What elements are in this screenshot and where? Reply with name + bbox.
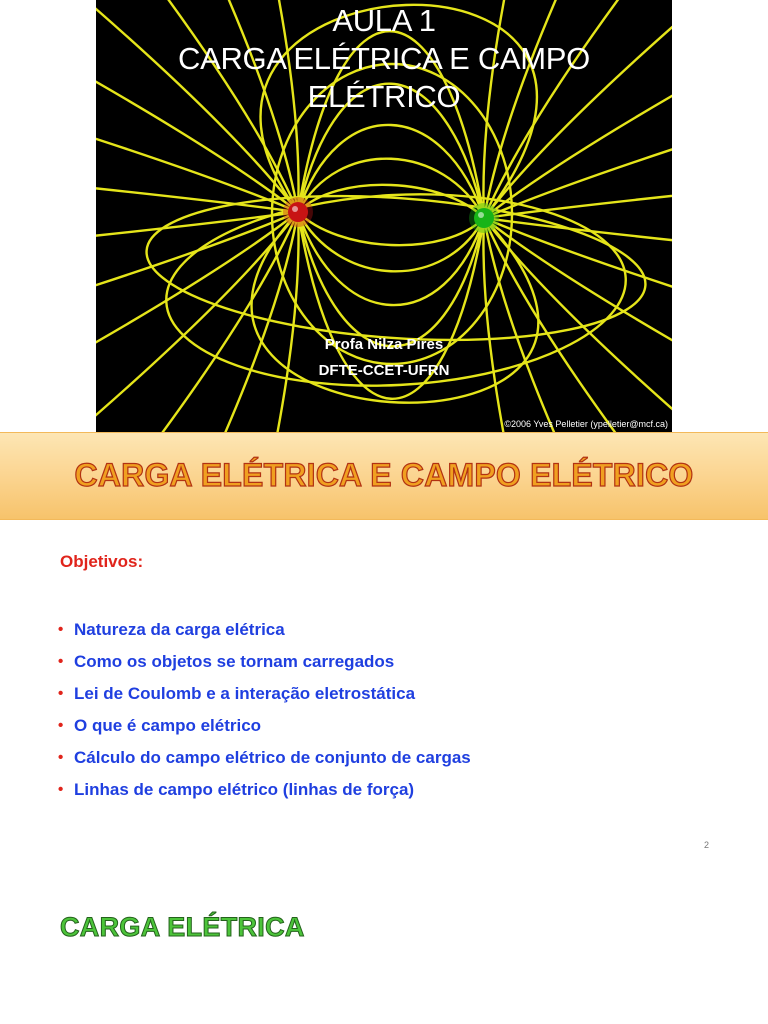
author-name: Profa Nilza Pires <box>324 336 444 353</box>
slide-1-title-line: CARGA ELÉTRICA E CAMPO <box>177 41 590 76</box>
slide-1-title-line: AULA 1 <box>332 3 436 38</box>
bullet-icon: • <box>58 685 64 702</box>
objective-text: Como os objetos se tornam carregados <box>74 652 395 671</box>
bullet-icon: • <box>58 653 64 670</box>
author-block <box>96 332 672 384</box>
objective-text: Cálculo do campo elétrico de conjunto de cargas <box>74 748 471 767</box>
bullet-icon: • <box>58 749 64 766</box>
slide-3 <box>0 864 768 1024</box>
title-banner <box>0 432 768 520</box>
page-number: 2 <box>704 840 710 850</box>
objective-item <box>58 646 471 678</box>
positive-charge-icon <box>283 197 313 227</box>
objectives-list <box>58 614 471 806</box>
objective-item <box>58 774 471 806</box>
objective-item <box>58 742 471 774</box>
slide-1 <box>0 0 768 432</box>
objective-text: O que é campo elétrico <box>74 716 262 735</box>
objectives-heading: Objetivos: <box>60 552 144 571</box>
image-credit: ©2006 Yves Pelletier (ypelletier@mcf.ca) <box>504 419 668 429</box>
slide-3-title: CARGA ELÉTRICA <box>60 912 305 942</box>
author-department: DFTE-CCET-UFRN <box>318 362 450 379</box>
negative-charge-icon <box>469 203 499 233</box>
objective-item <box>58 614 471 646</box>
bullet-icon: • <box>58 781 64 798</box>
objective-item <box>58 678 471 710</box>
bullet-icon: • <box>58 621 64 638</box>
slide-2 <box>0 432 768 864</box>
objective-item <box>58 710 471 742</box>
bullet-icon: • <box>58 717 64 734</box>
objective-text: Natureza da carga elétrica <box>74 620 285 639</box>
slide-1-title <box>96 2 672 116</box>
slide-2-title: CARGA ELÉTRICA E CAMPO ELÉTRICO <box>74 457 694 493</box>
objective-text: Lei de Coulomb e a interação eletrostática <box>74 684 416 703</box>
objective-text: Linhas de campo elétrico (linhas de força) <box>74 780 415 799</box>
slide-1-title-line: ELÉTRICO <box>307 79 461 114</box>
